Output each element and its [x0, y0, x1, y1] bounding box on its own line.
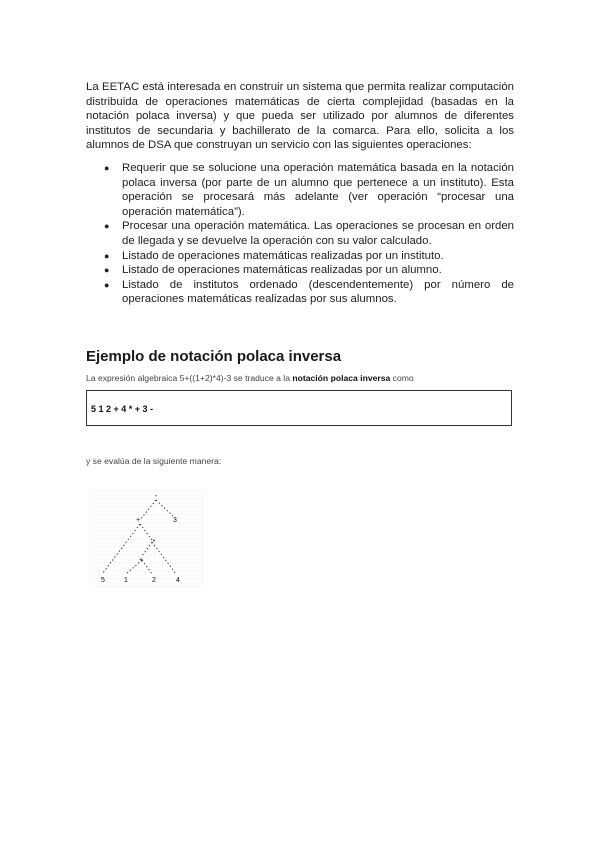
document-page [86, 80, 514, 584]
evaluation-caption: y se evalúa de la siguiente manera: [86, 456, 222, 466]
tree-node-four: 4 [176, 577, 180, 584]
rpn-box [86, 390, 512, 426]
expression-bold: notación polaca inversa [292, 373, 391, 383]
intro-paragraph: La EETAC está interesada en construir un sistema que permita realizar computación distribuida de operaciones matemáticas de cierta complejidad (basadas en la notación polaca inversa) y que pueda ser utilizado por alumnos de diferentes institutos de secundaria y bachillerato de la comarca. Para ello, solicita a los alumnos de DSA que construyan un servicio con las siguientes operaciones: [86, 81, 514, 152]
tree-node-minus: - [154, 493, 158, 500]
tree-node-plus: + [135, 517, 141, 524]
section-title: Ejemplo de notación polaca inversa [86, 348, 342, 365]
expression-suffix: como [390, 373, 414, 383]
tree-node-three: 3 [173, 517, 177, 524]
expression-line [86, 373, 414, 383]
tree-node-five: 5 [101, 577, 105, 584]
operations-list [86, 161, 514, 307]
list-item: ● Listado de operaciones matemáticas realizadas por un instituto. [122, 249, 514, 264]
list-item: ● Requerir que se solucione una operación matemática basada en la notación polaca inversa (por parte de un alumno que pertenece a un instituto). Esta operación se procesará más adelante (ver operación “procesar una operación matemática”). [122, 161, 514, 219]
tree-node-two: 2 [152, 577, 156, 584]
tree-node-multiply: * [152, 539, 156, 546]
expression-prefix: La expresión algebraica 5+((1+2)*4)-3 se traduce a la [86, 373, 293, 383]
expression-tree [90, 490, 210, 590]
rpn-expression: 5 1 2 + 4 * + 3 - [91, 404, 154, 414]
list-item: ● Listado de operaciones matemáticas realizadas por un alumno. [122, 263, 514, 278]
list-item: ● Listado de institutos ordenado (descendentemente) por número de operaciones matemáticas realizadas por sus alumnos. [122, 278, 514, 307]
tree-grid [90, 490, 206, 588]
tree-node-one: 1 [124, 577, 128, 584]
tree-node-plus-inner: + [138, 557, 144, 564]
list-item: ● Procesar una operación matemática. Las operaciones se procesan en orden de llegada y se devuelve la operación con su valor calculado. [122, 219, 514, 248]
